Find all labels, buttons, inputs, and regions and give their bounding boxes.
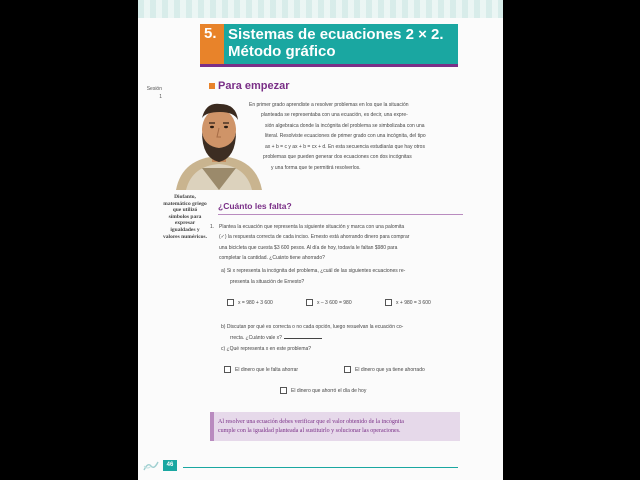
top-decorative-band bbox=[138, 0, 503, 18]
checkbox-c3[interactable] bbox=[280, 387, 287, 394]
intro-line-5: ax + b = c y ax + b = cx + d. En esta secuencia estudiarás que hay otros bbox=[265, 144, 425, 150]
part-b-line-2 bbox=[230, 333, 322, 344]
option-c3-label: El dinero que ahorró el día de hoy bbox=[291, 387, 367, 394]
option-a1[interactable] bbox=[227, 299, 273, 306]
option-c1-label: El dinero que le falta ahorrar bbox=[235, 366, 299, 373]
option-a2[interactable] bbox=[306, 299, 352, 306]
tip-line-2: cumple con la igualdad planteada al sustituirlo y solucionar las operaciones. bbox=[218, 427, 401, 434]
lesson-title-line2: Método gráfico bbox=[228, 43, 336, 60]
title-underline bbox=[200, 64, 458, 67]
intro-line-7: y una forma que te permitirá resolverlos. bbox=[271, 165, 361, 171]
lesson-title bbox=[228, 26, 444, 60]
checkbox-c2[interactable] bbox=[344, 366, 351, 373]
tip-box-accent bbox=[210, 412, 214, 441]
lesson-title-line1: Sistemas de ecuaciones 2 × 2. bbox=[228, 26, 444, 43]
page-number: 46 bbox=[163, 460, 177, 471]
option-c3[interactable] bbox=[280, 387, 366, 394]
option-a1-label: x = 980 + 3 600 bbox=[238, 299, 273, 306]
problem-line-3: una bicicleta que cuesta $3 600 pesos. Al día de hoy, todavía le faltan $980 para bbox=[219, 245, 398, 251]
option-c2-label: El dinero que ya tiene ahorrado bbox=[355, 366, 425, 373]
problem-line-2: (✓) la respuesta correcta de cada inciso. Ernesto está ahorrando dinero para comprar bbox=[219, 234, 410, 240]
section-bullet-icon bbox=[209, 83, 215, 89]
checkbox-a1[interactable] bbox=[227, 299, 234, 306]
intro-line-6: problemas que pueden generar dos ecuaciones con dos incógnitas bbox=[263, 154, 412, 160]
item-number: 1. bbox=[210, 224, 215, 230]
section-heading-para-empezar: Para empezar bbox=[218, 80, 290, 92]
footer-logo-icon bbox=[142, 460, 160, 472]
session-number: 1 bbox=[159, 94, 162, 100]
checkbox-a2[interactable] bbox=[306, 299, 313, 306]
part-b-line-1: b) Discutan por qué es correcta o no cada opción, luego resuelvan la ecuación co- bbox=[221, 324, 404, 330]
problem-line-1: Plantea la ecuación que representa la siguiente situación y marca con una palomita bbox=[219, 224, 405, 230]
tip-text bbox=[218, 418, 404, 435]
part-a-line-1: a) Si x representa la incógnita del problema, ¿cuál de las siguientes ecuaciones re- bbox=[221, 268, 406, 274]
intro-line-2: planteada se representaba con una ecuación, es decir, una expre- bbox=[261, 112, 408, 118]
session-label bbox=[142, 85, 162, 101]
option-c1[interactable] bbox=[224, 366, 298, 373]
checkbox-c1[interactable] bbox=[224, 366, 231, 373]
answer-blank-x[interactable] bbox=[284, 334, 322, 339]
option-a2-label: x – 3 600 = 980 bbox=[317, 299, 352, 306]
part-c-line: c) ¿Qué representa x en este problema? bbox=[221, 346, 312, 352]
tip-line-1: Al resolver una ecuación debes verificar que el valor obtenido de la incógnita bbox=[218, 419, 404, 425]
session-text: Sesión bbox=[146, 86, 162, 92]
textbook-page bbox=[138, 0, 503, 480]
option-c2[interactable] bbox=[344, 366, 425, 373]
intro-line-4: literal. Resolviste ecuaciones de primer grado con una incógnita, del tipo bbox=[265, 133, 426, 139]
problem-line-4: completar la cantidad. ¿Cuánto tiene ahorrado? bbox=[219, 255, 325, 261]
question-heading: ¿Cuánto les falta? bbox=[218, 201, 292, 211]
side-note-diofanto: Diofanto, matemático griego que utilizó símbolos para expresar igualdades y valores numéricos. bbox=[163, 194, 207, 240]
footer-rule bbox=[183, 467, 458, 468]
lesson-number: 5. bbox=[204, 25, 217, 42]
intro-line-1: En primer grado aprendiste a resolver problemas en los que la situación bbox=[249, 102, 409, 108]
part-b-question: rrecta. ¿Cuánto vale x? bbox=[230, 335, 282, 341]
option-a3[interactable] bbox=[385, 299, 431, 306]
checkbox-a3[interactable] bbox=[385, 299, 392, 306]
part-a-line-2: presenta la situación de Ernesto? bbox=[230, 279, 305, 285]
option-a3-label: x + 980 = 3 600 bbox=[396, 299, 431, 306]
question-heading-rule bbox=[218, 214, 463, 215]
intro-line-3: sión algebraica donde la incógnita del problema se simbolizaba con una bbox=[265, 123, 425, 129]
